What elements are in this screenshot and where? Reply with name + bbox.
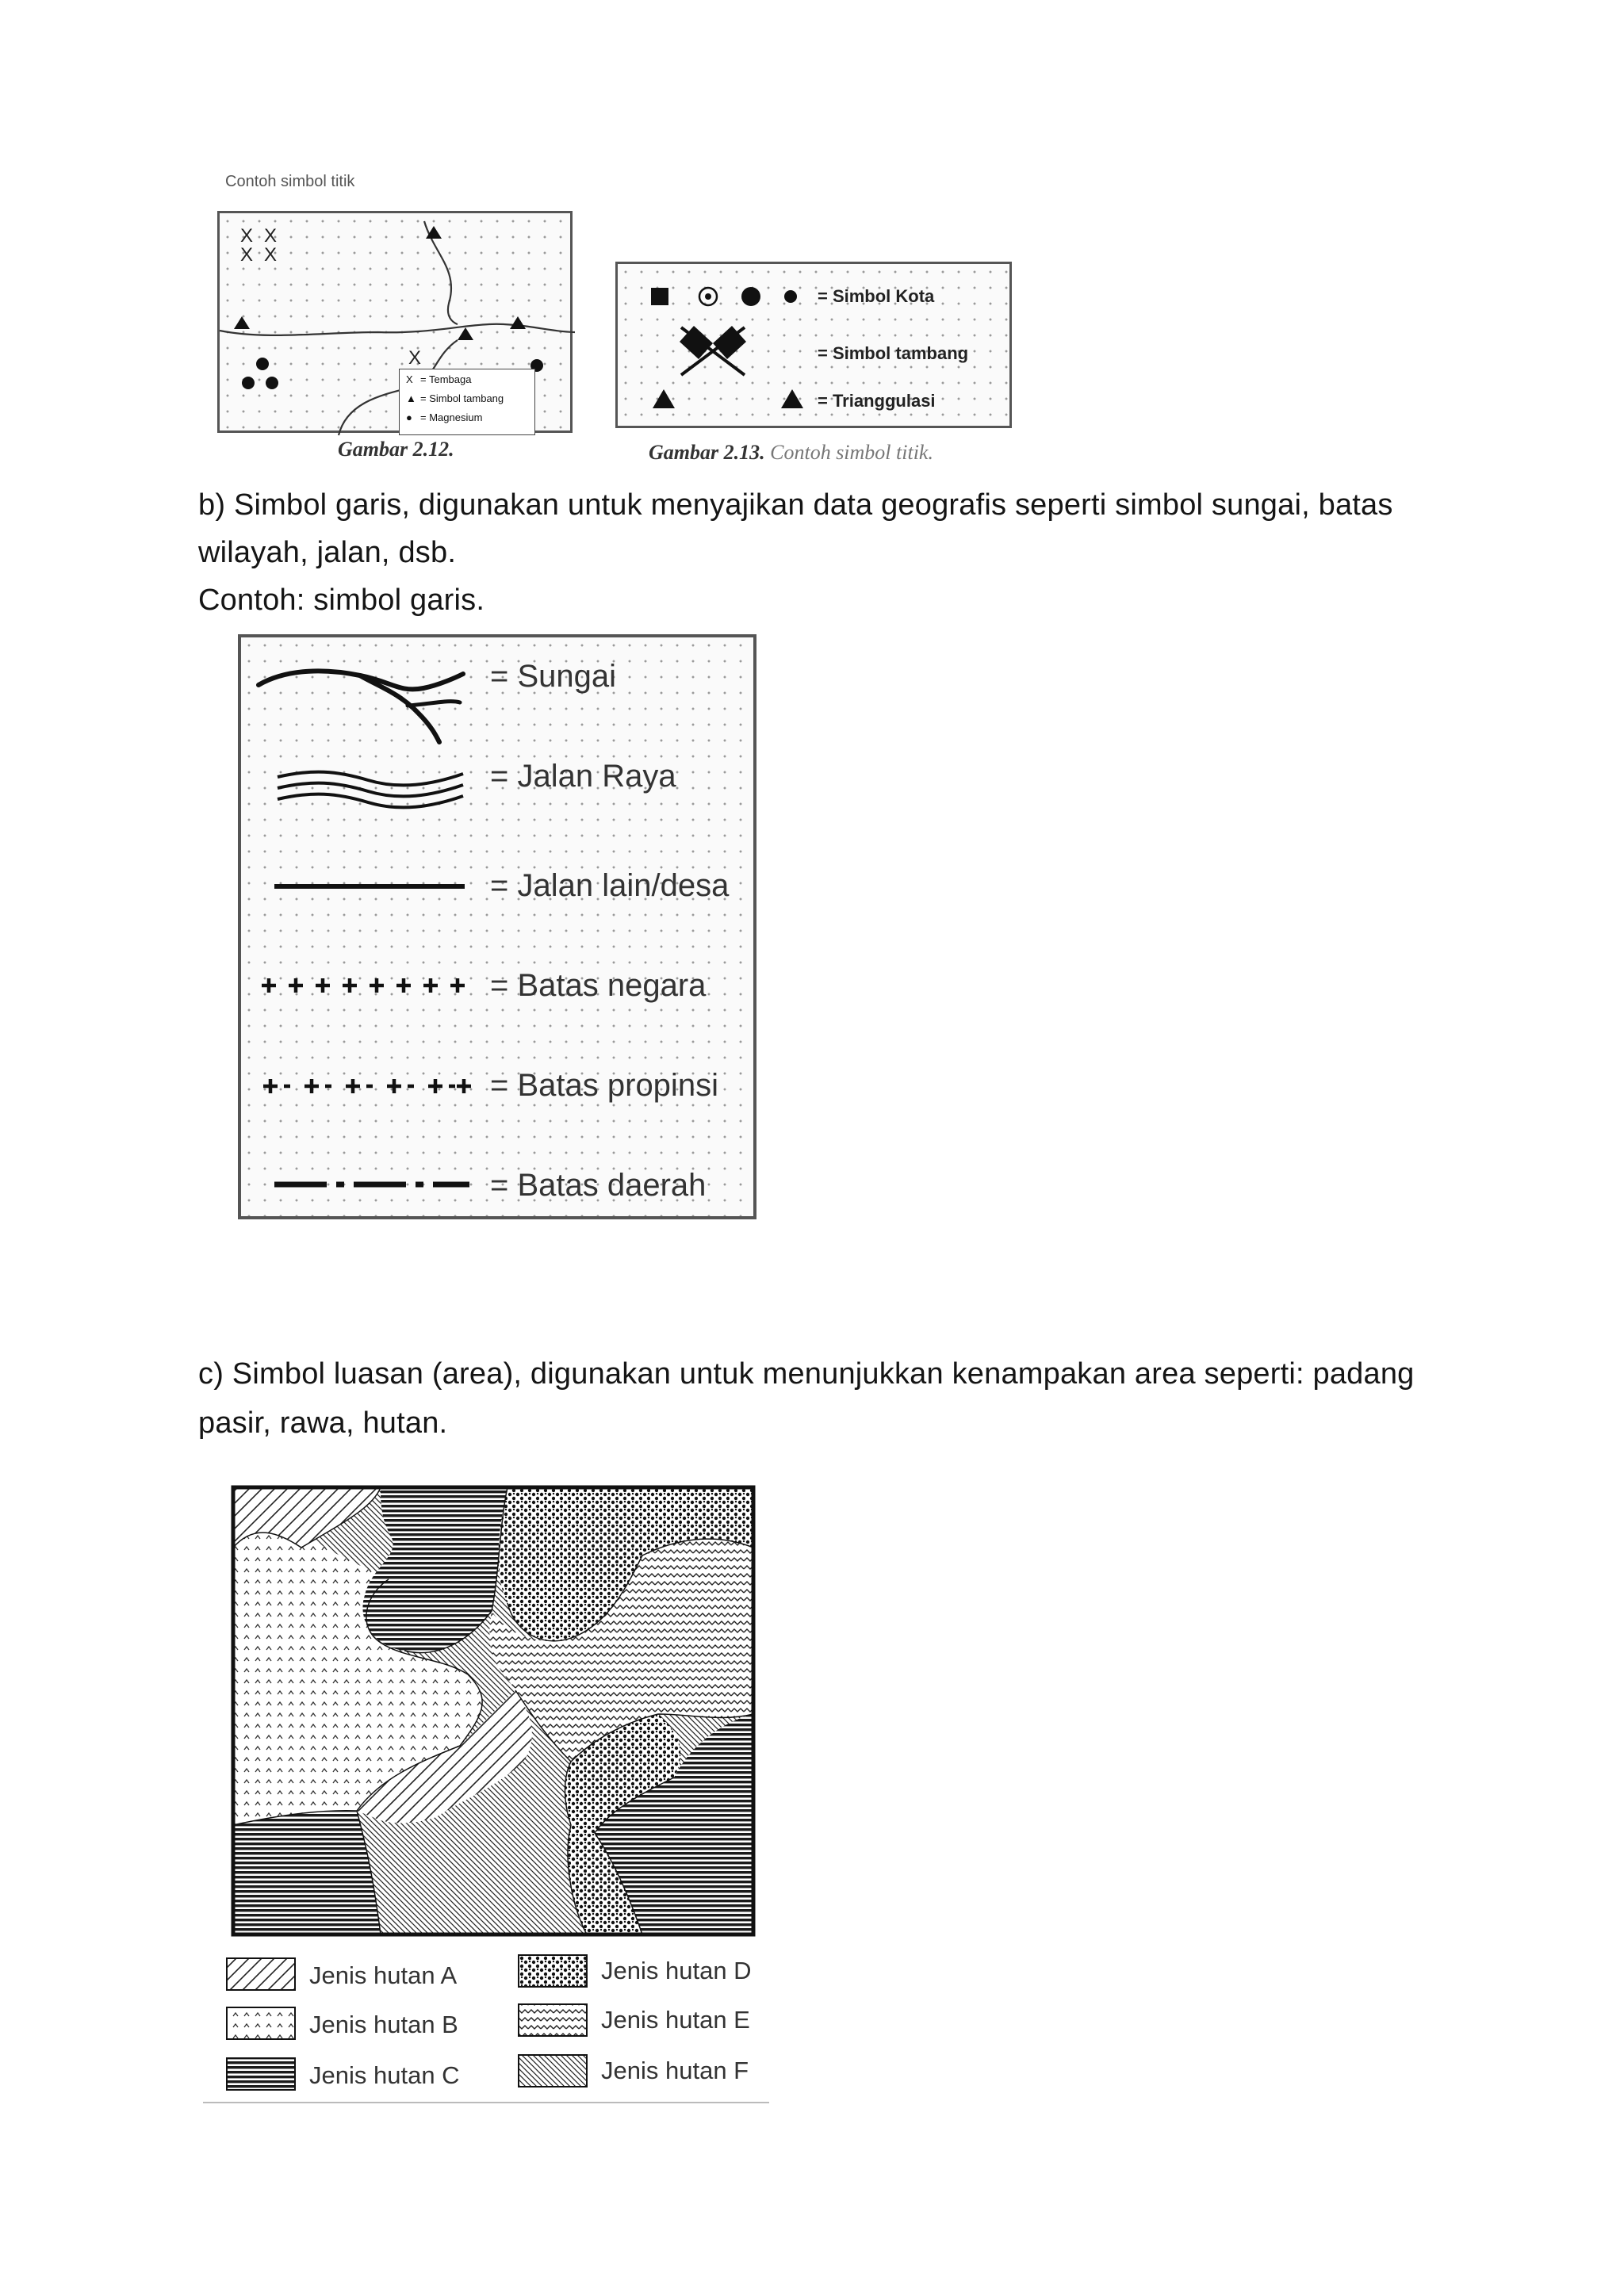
paragraph-c-line1: c) Simbol luasan (area), digunakan untuk menunjukkan kenampakan area seperti: padang <box>198 1357 1415 1391</box>
paragraph-b-line3: Contoh: simbol garis. <box>198 584 485 617</box>
legend-mine-symbol: ▲ <box>406 392 416 404</box>
mine-icon <box>680 326 746 375</box>
paragraph-b-line2: wilayah, jalan, dsb. <box>198 536 457 569</box>
forest-legend <box>203 1955 769 2103</box>
legend-magnesium-label: = Magnesium <box>420 411 483 423</box>
paragraph-c-line2: pasir, rawa, hutan. <box>198 1406 448 1440</box>
legend-label-a: Jenis hutan A <box>309 1961 458 1989</box>
legend-magnesium-symbol: ● <box>406 411 412 423</box>
line-symbol-legend <box>241 637 753 1216</box>
legend-swatch-c <box>227 2058 295 2090</box>
legend-swatch-b <box>227 2007 295 2039</box>
legend-swatch-d <box>519 1955 587 1987</box>
svg-text:X: X <box>408 347 422 369</box>
figure-2-12 <box>214 173 579 476</box>
figure-2-12-map <box>217 211 573 433</box>
legend-copper-symbol: X <box>406 373 413 385</box>
label-triangulation: = Trianggulasi <box>818 391 936 411</box>
label-mine: = Simbol tambang <box>818 343 969 363</box>
line-label-village-road: = Jalan lain/desa <box>490 868 730 903</box>
line-symbol-figure <box>238 634 756 1219</box>
legend-swatch-e <box>519 2004 587 2036</box>
label-city: = Simbol Kota <box>818 286 935 306</box>
plus-dot-line-icon <box>263 1079 471 1093</box>
line-label-highway: = Jalan Raya <box>490 759 676 794</box>
line-label-district-border: = Batas daerah <box>490 1168 707 1203</box>
paragraph-b-line1: b) Simbol garis, digunakan untuk menyajikan data geografis seperti simbol sungai, batas <box>198 488 1393 522</box>
legend-swatch-a <box>227 1958 295 1990</box>
forest-map-regions <box>233 1487 753 1934</box>
legend-label-f: Jenis hutan F <box>601 2057 749 2084</box>
small-dot-city-icon <box>784 290 797 303</box>
figure-2-13-caption-number: Gambar 2.13. <box>649 441 765 464</box>
legend-label-b: Jenis hutan B <box>309 2011 458 2038</box>
legend-swatch-f <box>519 2055 587 2087</box>
double-road-line-icon <box>278 772 463 808</box>
river-line-icon <box>259 671 463 742</box>
figure-2-13-box <box>615 262 1012 428</box>
legend-label-e: Jenis hutan E <box>601 2006 750 2034</box>
svg-text:X: X <box>240 244 254 266</box>
line-label-province-border: = Batas propinsi <box>490 1068 718 1103</box>
figure-2-12-caption: Gambar 2.12. <box>338 438 454 461</box>
legend-label-c: Jenis hutan C <box>309 2061 460 2089</box>
forest-area-map <box>198 1476 777 2110</box>
legend-mine-label: = Simbol tambang <box>420 392 504 404</box>
legend-copper-label: = Tembaga <box>420 373 472 385</box>
svg-text:X: X <box>264 244 278 266</box>
triangulation-icon-2 <box>781 389 803 408</box>
copper-symbol-group <box>240 225 421 369</box>
svg-text:X: X <box>264 225 278 247</box>
figure-2-13-caption <box>649 441 933 465</box>
legend-label-d: Jenis hutan D <box>601 1957 752 1984</box>
square-city-icon <box>651 288 668 305</box>
figure-2-12-legend <box>399 369 535 435</box>
figure-2-12-partial-title: Contoh simbol titik <box>225 173 355 190</box>
plus-line-icon <box>262 978 465 993</box>
line-label-country-border: = Batas negara <box>490 968 707 1003</box>
large-dot-city-icon <box>741 287 760 306</box>
svg-text:X: X <box>240 225 254 247</box>
point-symbol-legend <box>618 264 1014 430</box>
triangulation-icon <box>653 389 675 408</box>
area-symbol-figure <box>198 1476 777 2110</box>
figure-2-13-caption-text: Contoh simbol titik. <box>770 441 933 464</box>
figure-2-13 <box>615 262 1028 476</box>
line-label-river: = Sungai <box>490 659 617 694</box>
